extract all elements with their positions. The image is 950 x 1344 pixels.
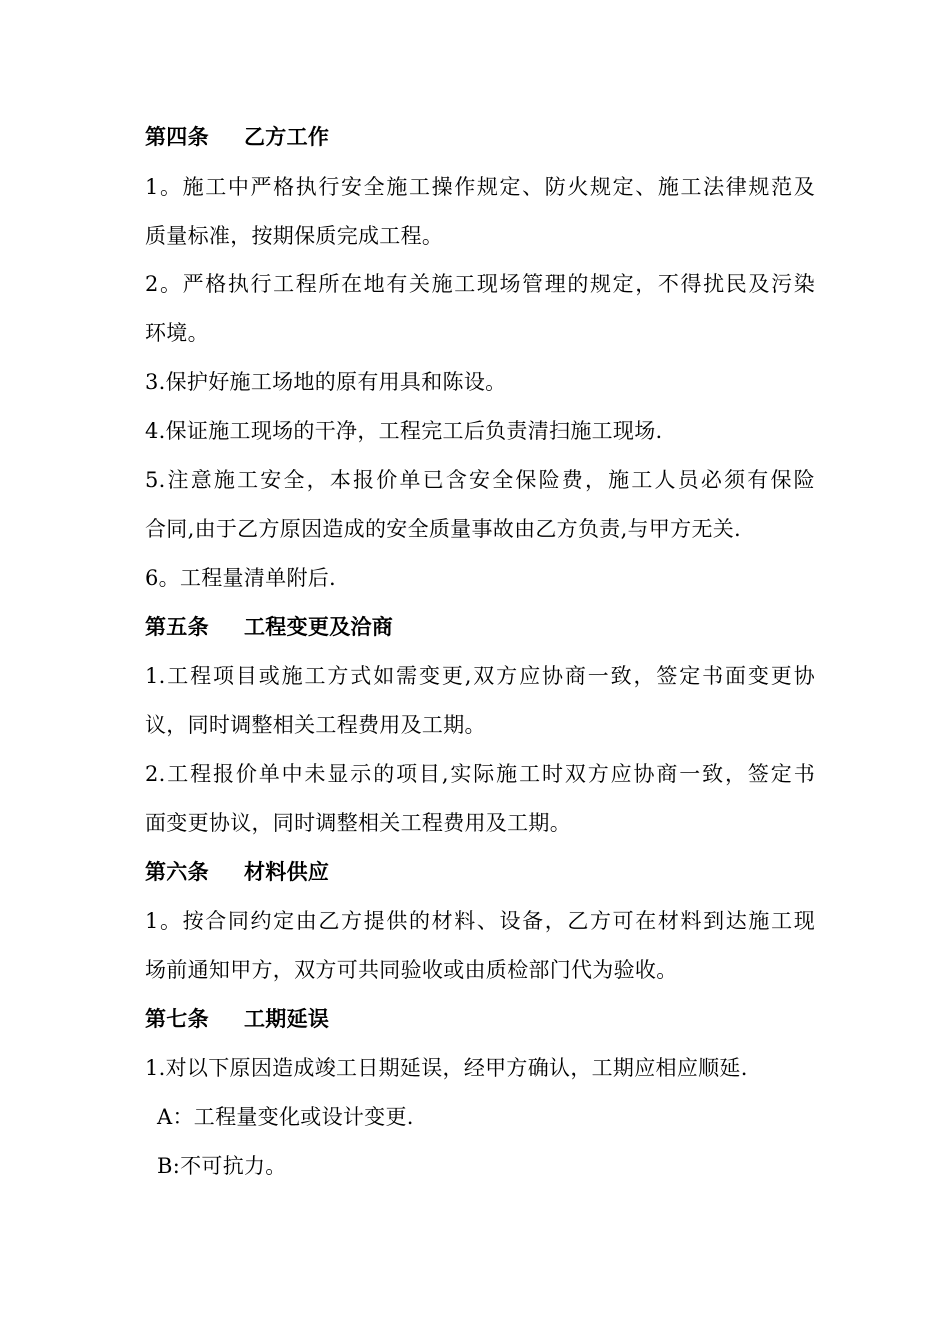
section-heading xyxy=(145,123,815,151)
section-title: 材料供应 xyxy=(244,859,330,884)
section-title: 乙方工作 xyxy=(244,124,330,149)
section-title: 工期延误 xyxy=(244,1006,330,1031)
paragraph-line: 5.注意施工安全，本报价单已含安全保险费，施工人员必须有保险 xyxy=(145,468,815,492)
paragraph-line: 2.工程报价单中未显示的项目,实际施工时双方应协商一致，签定书 xyxy=(145,762,815,786)
section-heading xyxy=(145,1005,815,1033)
paragraph-line: 面变更协议，同时调整相关工程费用及工期。 xyxy=(145,811,571,835)
paragraph-line: 3.保护好施工场地的原有用具和陈设。 xyxy=(145,370,507,394)
paragraph-line: 质量标准，按期保质完成工程。 xyxy=(145,224,444,248)
section-number: 第六条 xyxy=(145,859,209,884)
section-heading xyxy=(145,613,815,641)
paragraph-line: 2。严格执行工程所在地有关施工现场管理的规定，不得扰民及污染 xyxy=(145,272,815,296)
section-number: 第七条 xyxy=(145,1006,209,1031)
paragraph-line: 环境。 xyxy=(145,321,209,345)
paragraph-line: 6。工程量清单附后. xyxy=(145,566,337,590)
section-number: 第四条 xyxy=(145,124,209,149)
paragraph-line: 场前通知甲方，双方可共同验收或由质检部门代为验收。 xyxy=(145,958,678,982)
paragraph-line: 1。施工中严格执行安全施工操作规定、防火规定、施工法律规范及 xyxy=(145,175,815,199)
paragraph-line: 4.保证施工现场的干净，工程完工后负责清扫施工现场. xyxy=(145,419,663,443)
paragraph-line: A：工程量变化或设计变更. xyxy=(157,1105,414,1129)
paragraph-line: 1.工程项目或施工方式如需变更,双方应协商一致，签定书面变更协 xyxy=(145,664,815,688)
section-title: 工程变更及洽商 xyxy=(244,614,394,639)
paragraph-line: 1.对以下原因造成竣工日期延误，经甲方确认，工期应相应顺延. xyxy=(145,1056,748,1080)
paragraph-line: 议，同时调整相关工程费用及工期。 xyxy=(145,713,486,737)
paragraph-line: 合同,由于乙方原因造成的安全质量事故由乙方负责,与甲方无关. xyxy=(145,517,742,541)
section-number: 第五条 xyxy=(145,614,209,639)
paragraph-line: B:不可抗力。 xyxy=(157,1154,287,1178)
paragraph-line: 1。按合同约定由乙方提供的材料、设备，乙方可在材料到达施工现 xyxy=(145,909,815,933)
section-heading xyxy=(145,858,815,886)
